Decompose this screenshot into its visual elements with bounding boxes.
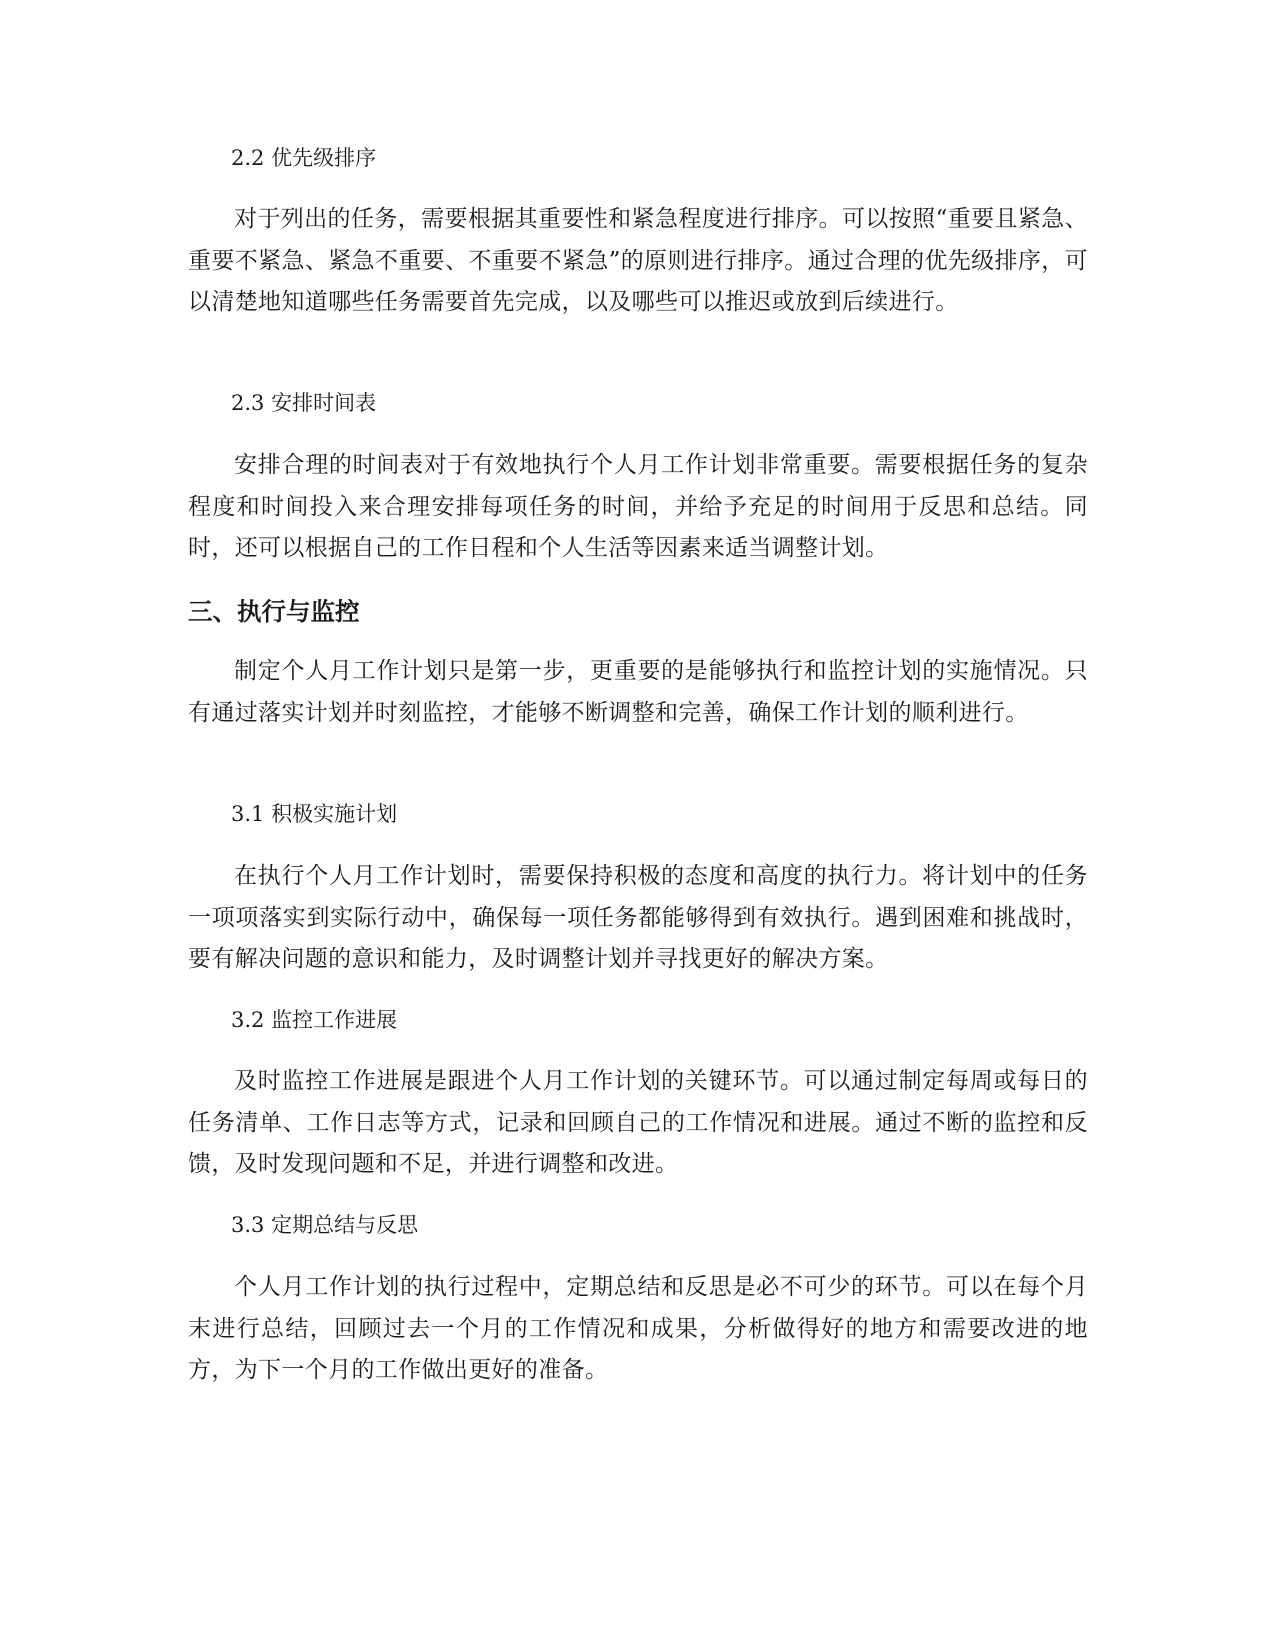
section-heading-3: 三、执行与监控 [188, 597, 360, 626]
subheading-2-3: 2.3 安排时间表 [231, 391, 377, 415]
subheading-3-1: 3.1 积极实施计划 [231, 802, 398, 826]
paragraph-3: 制定个人月工作计划只是第一步，更重要的是能够执行和监控计划的实施情况。只有通过落实计划并时刻监控，才能够不断调整和完善，确保工作计划的顺利进行。 [188, 658, 1088, 726]
paragraph-3-3: 个人月工作计划的执行过程中，定期总结和反思是必不可少的环节。可以在每个月末进行总结，回顾过去一个月的工作情况和成果，分析做得好的地方和需要改进的地方，为下一个月的工作做出更好的准备。 [188, 1274, 1088, 1383]
paragraph-2-3: 安排合理的时间表对于有效地执行个人月工作计划非常重要。需要根据任务的复杂程度和时间投入来合理安排每项任务的时间，并给予充足的时间用于反思和总结。同时，还可以根据自己的工作日程和个人生活等因素来适当调整计划。 [188, 452, 1088, 561]
paragraph-2-2: 对于列出的任务，需要根据其重要性和紧急程度进行排序。可以按照“重要且紧急、重要不紧急、紧急不重要、不重要不紧急”的原则进行排序。通过合理的优先级排序，可以清楚地知道哪些任务需要首先完成，以及哪些可以推迟或放到后续进行。 [188, 206, 1088, 315]
subheading-3-2: 3.2 监控工作进展 [231, 1008, 398, 1032]
paragraph-3-1: 在执行个人月工作计划时，需要保持积极的态度和高度的执行力。将计划中的任务一项项落实到实际行动中，确保每一项任务都能够得到有效执行。遇到困难和挑战时，要有解决问题的意识和能力，及时调整计划并寻找更好的解决方案。 [188, 863, 1088, 972]
subheading-2-2: 2.2 优先级排序 [231, 146, 377, 170]
paragraph-3-2: 及时监控工作进展是跟进个人月工作计划的关键环节。可以通过制定每周或每日的任务清单、工作日志等方式，记录和回顾自己的工作情况和进展。通过不断的监控和反馈，及时发现问题和不足，并进行调整和改进。 [188, 1068, 1088, 1177]
subheading-3-3: 3.3 定期总结与反思 [231, 1213, 419, 1237]
